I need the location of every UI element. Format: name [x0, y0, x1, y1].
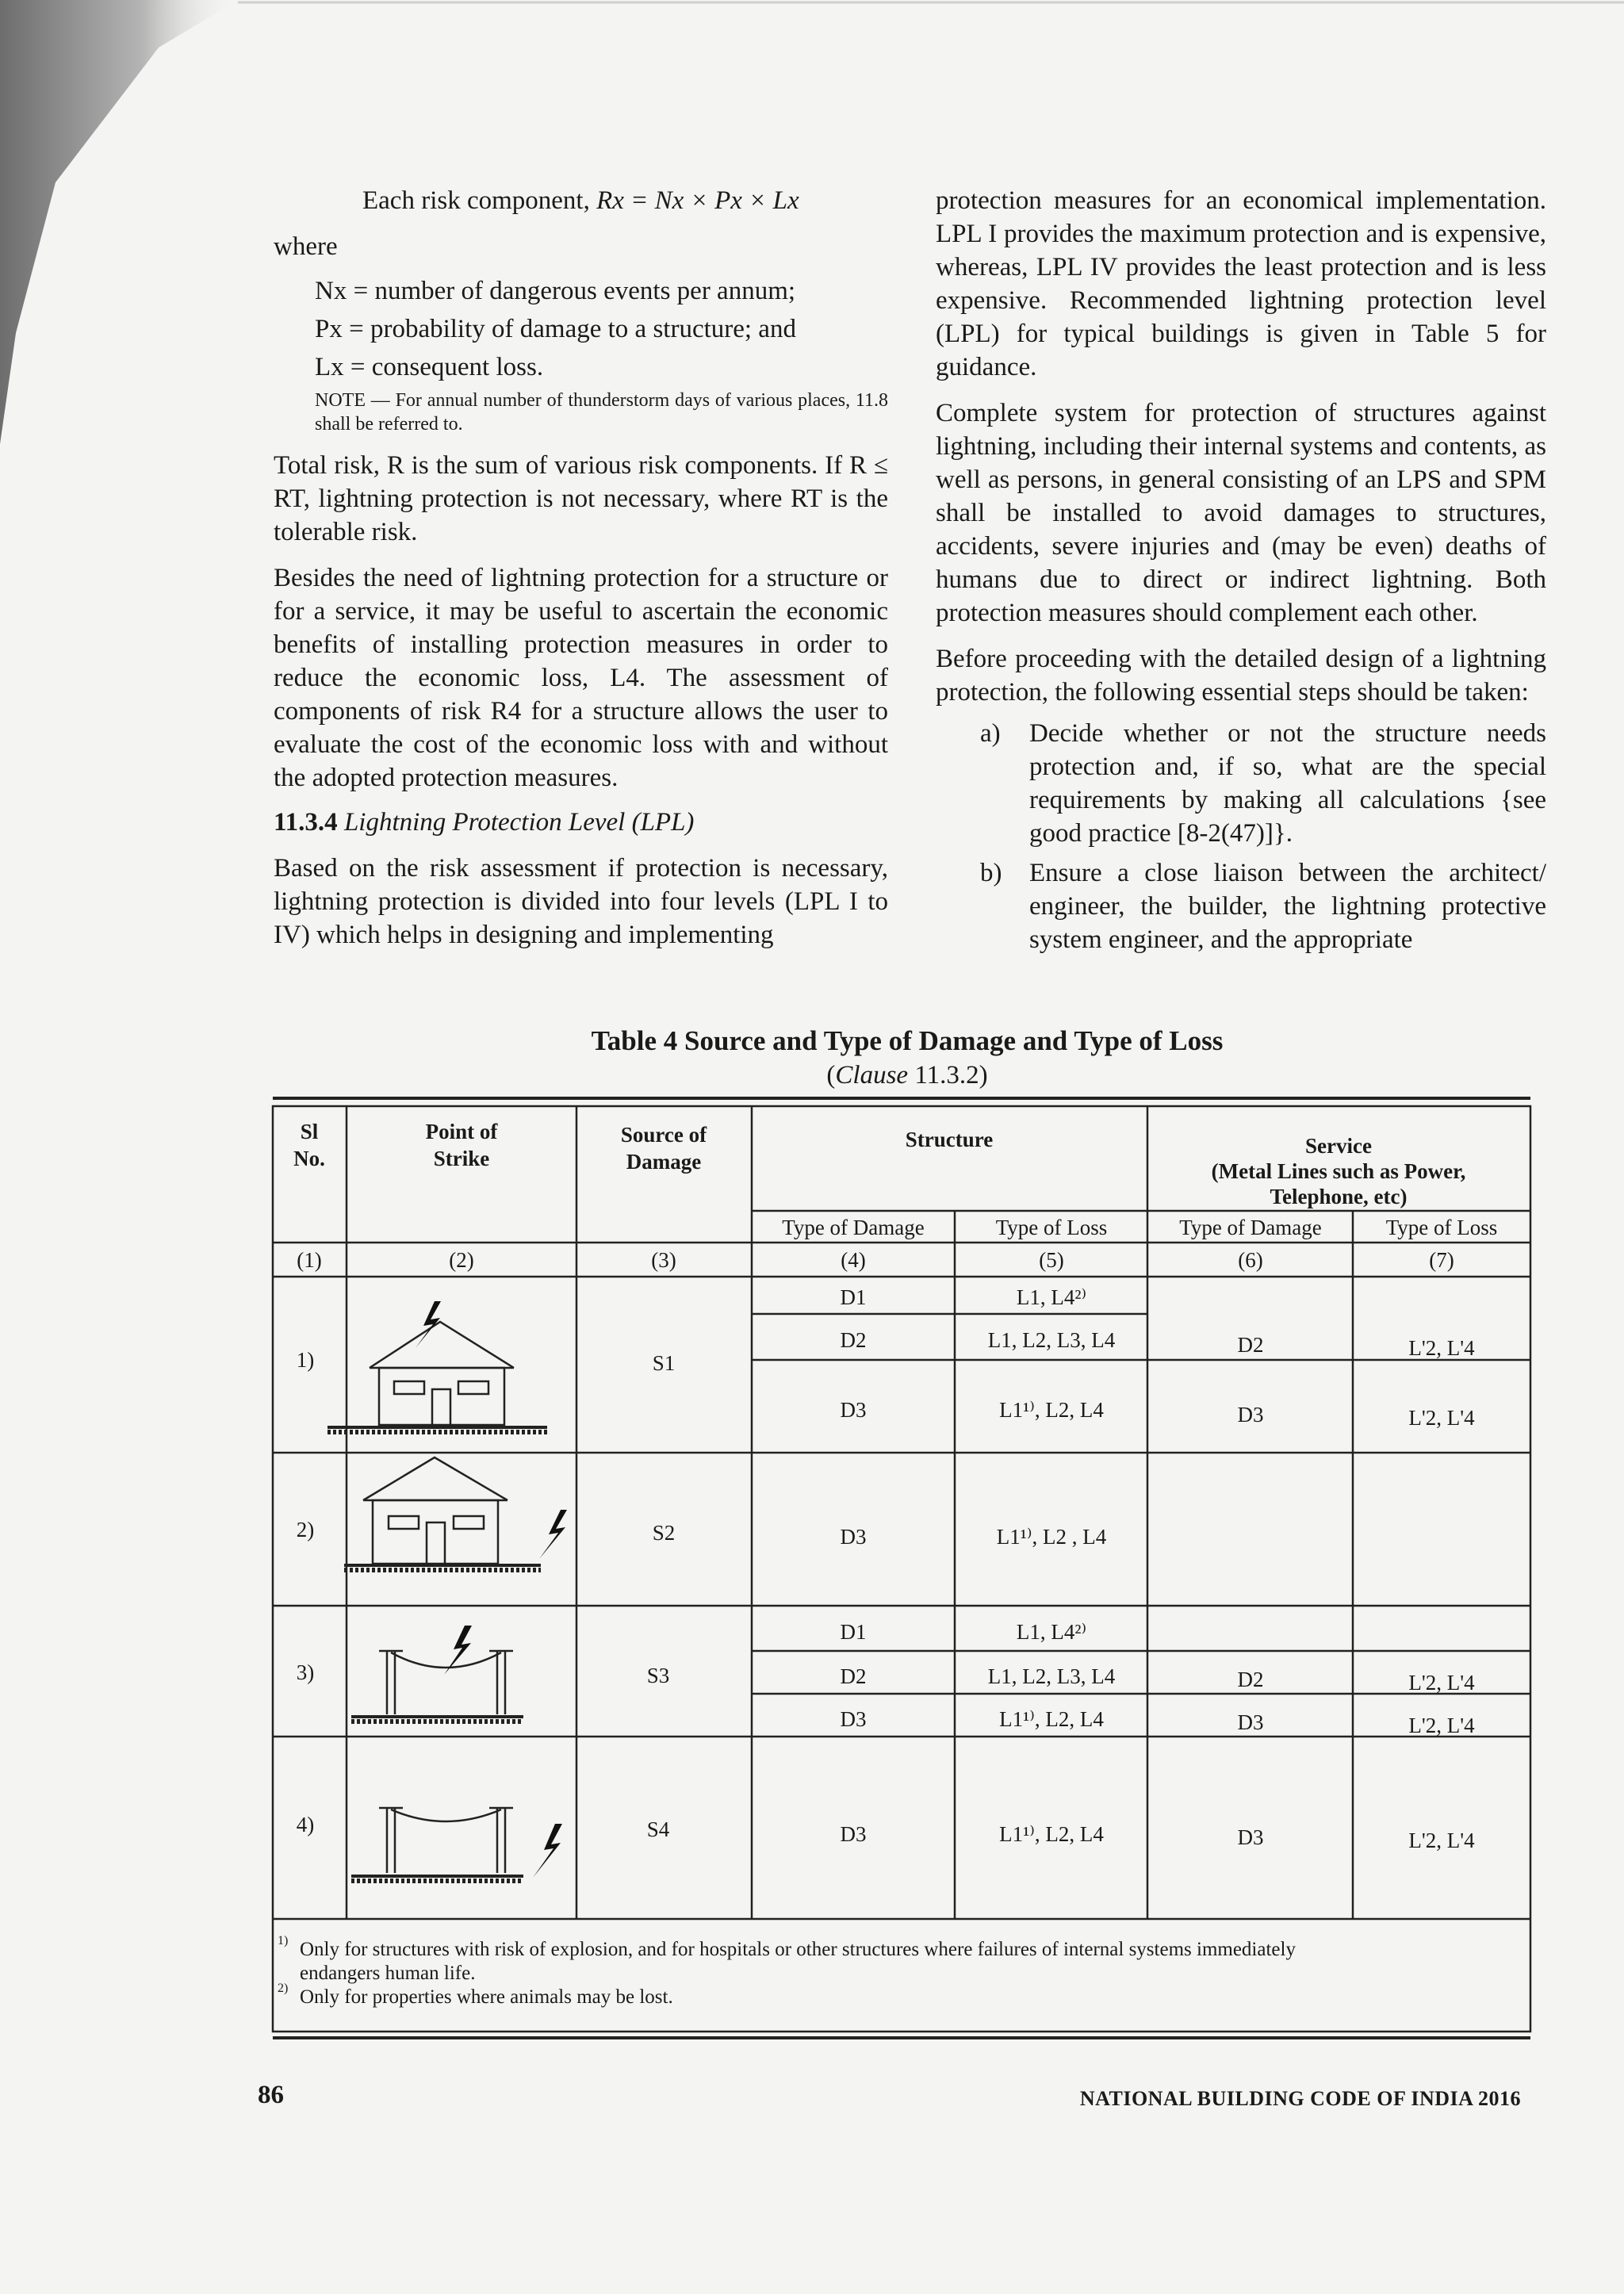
loss-type: L1¹⁾, L2 , L4	[996, 1525, 1107, 1549]
line-strike-icon	[351, 1626, 523, 1721]
header-service: Telephone, etc)	[1270, 1185, 1408, 1208]
row-number: 2)	[296, 1518, 315, 1541]
source-of-damage: S1	[652, 1351, 676, 1375]
header-point: Strike	[433, 1147, 490, 1170]
damage-type: D1	[840, 1620, 867, 1644]
service-damage-type: D3	[1237, 1710, 1264, 1734]
header-source: Damage	[626, 1150, 702, 1174]
footnote-text: Only for properties where animals may be lost.	[300, 1986, 673, 2008]
column-number: (1)	[297, 1248, 322, 1272]
service-loss-type: L'2, L'4	[1408, 1714, 1475, 1737]
damage-type: D3	[840, 1822, 867, 1846]
header-type-damage: Type of Damage	[782, 1216, 925, 1239]
service-loss-type: L'2, L'4	[1408, 1829, 1475, 1852]
header-source: Source of	[620, 1123, 707, 1147]
definition: Nx = number of dangerous events per annum;	[315, 277, 796, 305]
service-damage-type: D2	[1237, 1333, 1264, 1357]
column-number: (2)	[449, 1248, 474, 1272]
footnote-text: endangers human life.	[300, 1963, 476, 1984]
source-of-damage: S2	[652, 1521, 676, 1545]
row-number: 4)	[296, 1813, 315, 1836]
loss-type: L1, L2, L3, L4	[987, 1328, 1116, 1352]
damage-type: D2	[840, 1664, 867, 1688]
header-point: Point of	[425, 1120, 498, 1143]
loss-type: L1, L2, L3, L4	[987, 1664, 1116, 1688]
header-type-loss: Type of Loss	[1385, 1216, 1498, 1239]
loss-type: L1¹⁾, L2, L4	[999, 1822, 1104, 1846]
source-of-damage: S4	[646, 1817, 670, 1841]
header-structure: Structure	[905, 1128, 994, 1151]
damage-type: D1	[840, 1285, 867, 1309]
service-loss-type: L'2, L'4	[1408, 1336, 1475, 1360]
where-label: where	[274, 232, 338, 261]
header-service: Service	[1305, 1134, 1372, 1158]
paragraph-lpl: Based on the risk assessment if protection is necessary, lightning protection is divided into four levels (LPL I to IV) which helps in designing and implementing	[274, 854, 888, 949]
service-damage-type: D3	[1237, 1825, 1264, 1849]
damage-type: D3	[840, 1707, 867, 1731]
table-row	[297, 1620, 1475, 1737]
loss-type: L1, L4²⁾	[1016, 1285, 1087, 1309]
page-number: 86	[258, 2081, 284, 2109]
service-damage-type: D2	[1237, 1668, 1264, 1691]
section-heading: 11.3.4 Lightning Protection Level (LPL)	[274, 808, 695, 837]
header-sl: Sl	[300, 1120, 319, 1143]
service-damage-type: D3	[1237, 1403, 1264, 1427]
footnote-mark: 2)	[278, 1982, 289, 1995]
column-number: (3)	[651, 1248, 676, 1272]
paragraph-economic: Besides the need of lightning protection for a structure or for a service, it may be useful to ascertain the economic benefits of installing protection measures in order to reduce the economic loss, L4. The assessment of components of risk R4 for a structure allows the user to evaluate the cost of the economic loss with and without the adopted protection measures.	[274, 564, 888, 792]
note: NOTE — For annual number of thunderstorm days of various places, 11.8 shall be referred to.	[315, 390, 888, 435]
definition: Lx = consequent loss.	[315, 353, 544, 381]
table-title: Table 4 Source and Type of Damage and Type of Loss	[591, 1025, 1224, 1056]
header-service: (Metal Lines such as Power,	[1211, 1159, 1466, 1183]
list-item: a) Decide whether or not the structure needs protection and, if so, what are the special requirements by making all calculations {see good practice [8-2(47)]}.	[980, 719, 1546, 848]
footnote-mark: 1)	[278, 1934, 289, 1947]
damage-type: D2	[840, 1328, 867, 1352]
column-number: (5)	[1039, 1248, 1064, 1272]
paragraph-lpl-continued: protection measures for an economical implementation. LPL I provides the maximum protection and is expensive, whereas, LPL IV provides the least protection and is less expensive. Recommended lightning protection level (LPL) for typical buildings is given in Table 5 for guidance.	[936, 186, 1546, 381]
damage-type: D3	[840, 1525, 867, 1549]
line-nearby-strike-icon	[351, 1808, 562, 1881]
footnote-text: Only for structures with risk of explosion, and for hospitals or other structures where failures of internal systems immediately	[300, 1939, 1296, 1960]
loss-type: L1¹⁾, L2, L4	[999, 1398, 1104, 1422]
paragraph-before: Before proceeding with the detailed design of a lightning protection, the following essential steps should be taken:	[936, 645, 1546, 707]
header-type-loss: Type of Loss	[995, 1216, 1108, 1239]
table-row	[297, 1285, 1475, 1430]
header-type-damage: Type of Damage	[1179, 1216, 1322, 1239]
header-sl: No.	[293, 1147, 325, 1170]
row-number: 3)	[296, 1660, 315, 1684]
paragraph-total-risk: Total risk, R is the sum of various risk components. If R ≤ RT, lightning protection is not necessary, where RT is the tolerable risk.	[274, 451, 888, 546]
source-of-damage: S3	[646, 1664, 670, 1687]
list-item: b) Ensure a close liaison between the architect/ engineer, the builder, the lightning protective system engineer, and the appropriate	[980, 859, 1546, 954]
table-clause: (Clause 11.3.2)	[826, 1061, 988, 1090]
publication-title: NATIONAL BUILDING CODE OF INDIA 2016	[1079, 2087, 1521, 2110]
house-nearby-strike-icon	[344, 1457, 567, 1570]
loss-type: L1, L4²⁾	[1016, 1620, 1087, 1644]
risk-equation: Each risk component, Rx = Nx × Px × Lx	[362, 186, 799, 215]
damage-type: D3	[840, 1398, 867, 1422]
row-number: 1)	[296, 1348, 315, 1372]
loss-type: L1¹⁾, L2, L4	[999, 1707, 1104, 1731]
house-roof-strike-icon	[327, 1301, 547, 1432]
paragraph-complete-system: Complete system for protection of structures against lightning, including their internal systems and contents, as well as persons, in general consisting of an LPS and SPM shall be installed to avoid damages to structures, accidents, severe injuries and (may be even) deaths of humans due to direct or indirect lightning. Both protection measures should complement each other.	[936, 399, 1546, 627]
column-number: (4)	[841, 1248, 866, 1272]
column-number: (6)	[1238, 1248, 1263, 1272]
column-number: (7)	[1429, 1248, 1454, 1272]
service-loss-type: L'2, L'4	[1408, 1406, 1475, 1430]
service-loss-type: L'2, L'4	[1408, 1671, 1475, 1695]
definition: Px = probability of damage to a structure; and	[315, 315, 796, 343]
